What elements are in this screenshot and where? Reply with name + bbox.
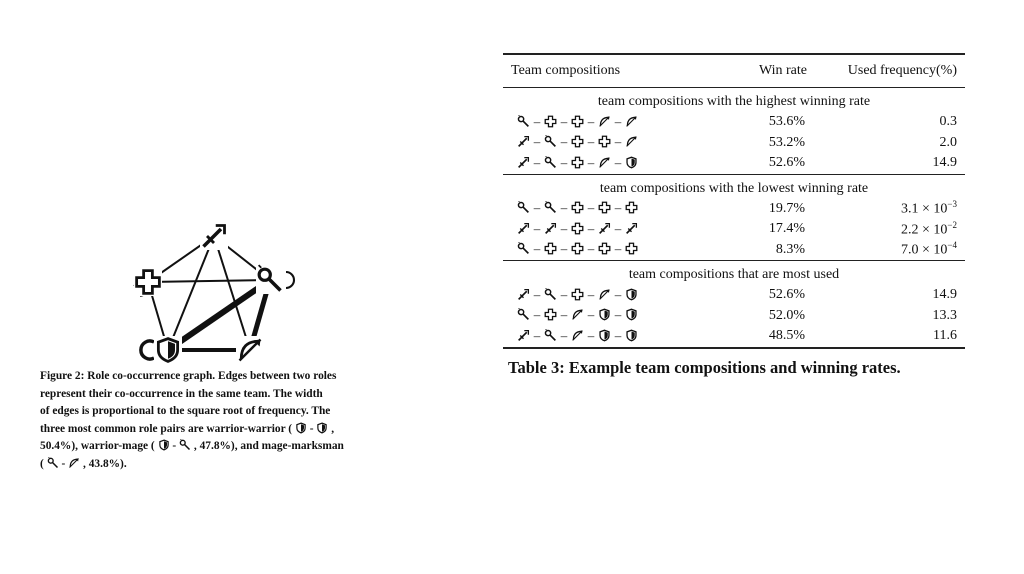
table-row xyxy=(503,240,965,261)
staff-icon xyxy=(544,329,557,342)
separator: – xyxy=(560,286,568,302)
shield-icon xyxy=(598,308,611,321)
shield-icon xyxy=(625,288,638,301)
bow-icon xyxy=(598,288,611,301)
support-icon xyxy=(598,201,611,214)
shield-icon xyxy=(158,439,170,451)
separator: – xyxy=(587,220,595,236)
separator: – xyxy=(533,307,541,323)
table-row xyxy=(503,199,965,220)
staff-icon xyxy=(544,135,557,148)
composition-cell xyxy=(503,326,735,348)
win-rate-cell: 17.4% xyxy=(768,221,805,237)
frequency-cell: $3.1 \times 10^{-3}$ xyxy=(901,199,957,218)
separator: – xyxy=(533,220,541,236)
win-rate-cell: 19.7% xyxy=(768,200,805,216)
bow-icon xyxy=(598,156,611,169)
frequency-cell: $2.2 \times 10^{-2}$ xyxy=(901,219,957,238)
table-header-row xyxy=(503,54,965,88)
staff-icon xyxy=(544,156,557,169)
bow-icon xyxy=(571,308,584,321)
header-used-frequency: Used frequency(%) xyxy=(847,63,957,78)
win-rate-cell: 52.6% xyxy=(768,287,805,303)
table-row xyxy=(503,153,965,174)
bow-icon xyxy=(68,457,80,469)
role-cooccurrence-graph xyxy=(118,214,318,370)
node-mage-icon xyxy=(256,265,284,294)
team-composition-table xyxy=(503,53,965,349)
support-icon xyxy=(544,242,557,255)
frequency-cell: 11.6 xyxy=(933,328,957,344)
separator: – xyxy=(560,241,568,257)
group-title: team compositions with the lowest winning rate xyxy=(599,180,869,196)
separator: – xyxy=(560,134,568,150)
staff-icon xyxy=(517,242,530,255)
support-icon xyxy=(571,222,584,235)
separator: – xyxy=(560,220,568,236)
node-marksman-icon xyxy=(236,336,264,364)
frequency-cell: 13.3 xyxy=(932,307,957,323)
separator: – xyxy=(587,154,595,170)
composition-cell xyxy=(503,240,735,261)
support-icon xyxy=(625,242,638,255)
separator: – xyxy=(614,241,622,257)
composition-cell xyxy=(503,306,735,327)
support-icon xyxy=(625,201,638,214)
table-caption: Table 3: Example team compositions and winning rates. xyxy=(508,358,901,377)
frequency-cell: 2.0 xyxy=(939,134,957,150)
bow-icon xyxy=(598,115,611,128)
group-title-row xyxy=(503,175,965,199)
composition-cell xyxy=(503,199,735,220)
table-row xyxy=(503,326,965,348)
shield-icon xyxy=(295,422,307,434)
win-rate-cell: 53.2% xyxy=(768,134,805,150)
support-icon xyxy=(571,115,584,128)
support-icon xyxy=(544,115,557,128)
separator: – xyxy=(614,134,622,150)
separator: – xyxy=(533,286,541,302)
figure-caption-line: 50.4%), warrior-mage ( - , 47.8%), and mage-marksman xyxy=(40,440,344,453)
figure-caption-line: of edges is proportional to the square root of frequency. The xyxy=(40,405,331,418)
separator: – xyxy=(533,134,541,150)
frequency-cell: 14.9 xyxy=(932,287,957,303)
assassin-icon xyxy=(517,135,530,148)
bow-icon xyxy=(571,329,584,342)
self-loop-warrior xyxy=(141,341,154,359)
group-title: team compositions that are most used xyxy=(628,267,840,282)
group-title: team compositions with the highest winning rate xyxy=(597,94,871,109)
node-support-icon xyxy=(134,268,162,296)
win-rate-cell: 52.6% xyxy=(768,155,805,171)
separator: – xyxy=(533,154,541,170)
win-rate-cell: 48.5% xyxy=(768,328,805,344)
staff-icon xyxy=(544,201,557,214)
support-icon xyxy=(571,288,584,301)
separator: – xyxy=(614,307,622,323)
separator: – xyxy=(560,113,568,129)
edge-support-mage xyxy=(148,280,270,282)
separator: – xyxy=(533,327,541,343)
table-row xyxy=(503,219,965,240)
table-row xyxy=(503,133,965,154)
separator: – xyxy=(614,200,622,216)
staff-icon xyxy=(47,457,59,469)
separator: – xyxy=(614,286,622,302)
header-team-compositions: Team compositions xyxy=(511,63,621,78)
separator: – xyxy=(587,307,595,323)
separator: – xyxy=(533,200,541,216)
shield-icon xyxy=(625,308,638,321)
separator: – xyxy=(533,241,541,257)
rule xyxy=(503,348,965,349)
separator: – xyxy=(587,113,595,129)
bow-icon xyxy=(625,135,638,148)
results-table-container xyxy=(503,53,965,349)
frequency-cell: 0.3 xyxy=(939,114,957,130)
edge-assassin-marksman xyxy=(214,236,250,350)
bottom-rule xyxy=(503,348,965,349)
assassin-icon xyxy=(517,288,530,301)
win-rate-cell: 8.3% xyxy=(775,241,805,257)
separator: – xyxy=(533,113,541,129)
separator: – xyxy=(560,154,568,170)
table-row xyxy=(503,112,965,133)
shield-icon xyxy=(625,156,638,169)
shield-icon xyxy=(625,329,638,342)
separator: – xyxy=(587,241,595,257)
staff-icon xyxy=(517,115,530,128)
node-warrior-icon xyxy=(154,336,182,364)
header-win-rate: Win rate xyxy=(758,63,807,78)
frequency-cell: $7.0 \times 10^{-4}$ xyxy=(901,240,957,259)
figure-caption-line: Figure 2: Role co-occurrence graph. Edges between two roles xyxy=(40,370,337,382)
figure-caption xyxy=(40,368,390,474)
separator: – xyxy=(587,134,595,150)
staff-icon xyxy=(179,439,191,451)
support-icon xyxy=(544,308,557,321)
separator: – xyxy=(614,154,622,170)
staff-icon xyxy=(544,288,557,301)
separator: – xyxy=(614,327,622,343)
support-icon xyxy=(598,242,611,255)
support-icon xyxy=(571,156,584,169)
figure-caption-line: ( - , 43.8%). xyxy=(40,457,127,470)
bow-icon xyxy=(625,115,638,128)
win-rate-cell: 53.6% xyxy=(768,114,805,130)
separator: – xyxy=(587,200,595,216)
separator: – xyxy=(560,327,568,343)
separator: – xyxy=(587,327,595,343)
support-icon xyxy=(598,135,611,148)
figure-caption-line: three most common role pairs are warrior-warrior ( - , xyxy=(40,422,335,435)
assassin-icon xyxy=(598,222,611,235)
shield-icon xyxy=(316,422,328,434)
staff-icon xyxy=(517,308,530,321)
assassin-icon xyxy=(517,156,530,169)
composition-cell xyxy=(503,112,735,133)
node-background xyxy=(134,268,162,296)
separator: – xyxy=(614,113,622,129)
separator: – xyxy=(587,286,595,302)
assassin-icon xyxy=(517,329,530,342)
table-row xyxy=(503,285,965,306)
group-title-row xyxy=(503,88,965,112)
separator: – xyxy=(560,200,568,216)
support-icon xyxy=(571,201,584,214)
assassin-icon xyxy=(517,222,530,235)
win-rate-cell: 52.0% xyxy=(768,307,805,323)
figure-caption-line: represent their co-occurrence in the same team. The width xyxy=(40,387,323,400)
separator: – xyxy=(614,220,622,236)
assassin-icon xyxy=(625,222,638,235)
graph-nodes xyxy=(134,222,284,364)
composition-cell xyxy=(503,133,735,154)
staff-icon xyxy=(517,201,530,214)
composition-cell xyxy=(503,285,735,306)
frequency-cell: 14.9 xyxy=(932,155,957,171)
support-icon xyxy=(571,135,584,148)
separator: – xyxy=(560,307,568,323)
composition-cell xyxy=(503,153,735,174)
composition-cell xyxy=(503,219,735,240)
table-row xyxy=(503,306,965,327)
table-body xyxy=(503,88,965,349)
support-icon xyxy=(571,242,584,255)
self-loop-mage xyxy=(286,272,294,288)
node-assassin-icon xyxy=(200,222,228,250)
shield-icon xyxy=(598,329,611,342)
group-title-row xyxy=(503,261,965,285)
assassin-icon xyxy=(544,222,557,235)
